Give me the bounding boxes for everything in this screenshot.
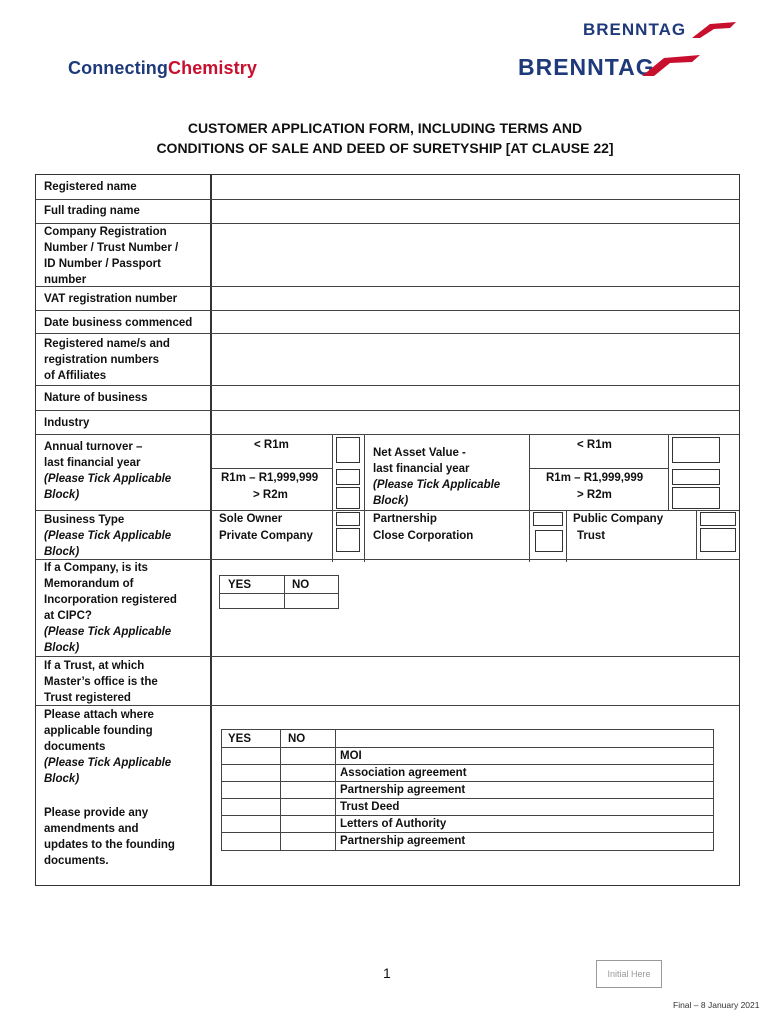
label-line: Trust registered (44, 692, 131, 704)
divider (332, 434, 333, 562)
label-line: Please provide any (44, 807, 149, 819)
label-line: last financial year (373, 463, 470, 475)
industry-field[interactable] (212, 411, 739, 434)
initial-here-box[interactable]: Initial Here (596, 960, 662, 988)
label-line: (Please Tick Applicable (44, 530, 172, 542)
label-line: Please attach where (44, 709, 154, 721)
label-company-registration (44, 224, 178, 288)
label-line: ID Number / Passport (44, 258, 161, 270)
divider (222, 832, 713, 833)
btype-private-company: Private Company (219, 530, 313, 542)
brenntag-logo-main: BRENNTAG (518, 54, 655, 80)
doc-trust-deed: Trust Deed (340, 801, 400, 813)
page-title (0, 118, 770, 158)
btype-trust: Trust (577, 530, 606, 542)
label-line: Number / Trust Number / (44, 242, 179, 254)
label-line: registration numbers (44, 354, 160, 366)
label-trust-master-office (44, 658, 158, 706)
label-line: Incorporation registered (44, 594, 177, 606)
moi-yes-no-grid (219, 575, 339, 609)
logo-swoosh-main-icon (640, 52, 702, 80)
brenntag-logo-small: BRENNTAG (583, 20, 687, 39)
label-full-trading-name: Full trading name (44, 205, 140, 217)
divider (529, 434, 530, 562)
doc-moi: MOI (340, 750, 362, 762)
btype-checkbox-private-company[interactable] (336, 528, 360, 552)
label-vat: VAT registration number (44, 293, 178, 305)
label-line: Block) (373, 495, 409, 507)
date-commenced-field[interactable] (212, 311, 739, 333)
divider (222, 815, 713, 816)
divider (222, 781, 713, 782)
label-line: Block) (44, 489, 80, 501)
label-line: (Please Tick Applicable (44, 626, 172, 638)
nature-of-business-field[interactable] (212, 386, 739, 410)
btype-partnership: Partnership (373, 513, 437, 525)
btype-public-company: Public Company (573, 513, 664, 525)
doc-letters-of-authority: Letters of Authority (340, 818, 447, 830)
docs-no-label: NO (288, 733, 306, 745)
label-line: Block) (44, 546, 80, 558)
label-line: at CIPC? (44, 610, 92, 622)
label-line: (Please Tick Applicable (44, 757, 172, 769)
btype-checkbox-close-corporation[interactable] (535, 530, 563, 552)
label-line: updates to the founding (44, 839, 175, 851)
label-line: Registered name/s and (44, 338, 170, 350)
label-attach-documents (44, 707, 171, 787)
nav-checkbox-over-2m[interactable] (672, 487, 720, 509)
label-line: If a Trust, at which (44, 660, 145, 672)
logo-swoosh-small-icon (690, 20, 738, 42)
turnover-checkbox-over-2m[interactable] (336, 487, 360, 509)
moi-yes-label: YES (228, 579, 252, 591)
label-moi-registered (44, 560, 177, 656)
documents-grid (221, 729, 714, 851)
btype-checkbox-partnership[interactable] (533, 512, 563, 526)
title-line-1: CUSTOMER APPLICATION FORM, INCLUDING TERMS AND (187, 120, 583, 136)
affiliates-field[interactable] (212, 334, 739, 385)
label-line: Annual turnover – (44, 441, 143, 453)
btype-sole-owner: Sole Owner (219, 513, 283, 525)
label-line: Net Asset Value - (373, 447, 466, 459)
company-registration-field[interactable] (212, 224, 739, 286)
divider (222, 798, 713, 799)
label-line: number (44, 274, 87, 286)
nav-checkbox-under-1m[interactable] (672, 437, 720, 463)
label-line: of Affiliates (44, 370, 107, 382)
label-line: Company Registration (44, 226, 167, 238)
label-line: Business Type (44, 514, 125, 526)
nav-option-over-2m: > R2m (577, 489, 612, 501)
label-industry: Industry (44, 417, 90, 429)
full-trading-name-field[interactable] (212, 200, 739, 223)
label-nature-of-business: Nature of business (44, 392, 148, 404)
label-line: amendments and (44, 823, 139, 835)
turnover-checkbox-1m-2m[interactable] (336, 469, 360, 485)
label-line: (Please Tick Applicable (44, 473, 172, 485)
moi-yes-checkbox[interactable] (220, 594, 284, 609)
tagline (68, 58, 257, 79)
tagline-chemistry: Chemistry (168, 58, 257, 78)
divider (212, 468, 332, 469)
application-form-table (35, 174, 740, 886)
docs-yes-label: YES (228, 733, 252, 745)
row-divider (36, 434, 739, 435)
nav-option-under-1m: < R1m (577, 439, 612, 451)
tagline-connecting: Connecting (68, 58, 168, 78)
btype-checkbox-trust[interactable] (700, 528, 736, 552)
trust-master-office-field[interactable] (212, 657, 739, 705)
label-amendments (44, 805, 175, 869)
label-line: documents. (44, 855, 109, 867)
label-line: Memorandum of (44, 578, 134, 590)
doc-partnership-agreement-2: Partnership agreement (340, 835, 466, 847)
turnover-option-under-1m: < R1m (254, 439, 289, 451)
divider (364, 434, 365, 562)
label-line: (Please Tick Applicable (373, 479, 501, 491)
vat-number-field[interactable] (212, 287, 739, 310)
btype-checkbox-sole-owner[interactable] (336, 512, 360, 526)
turnover-option-1m-2m: R1m – R1,999,999 (221, 472, 319, 484)
divider (696, 510, 697, 559)
label-line: documents (44, 741, 106, 753)
btype-close-corporation: Close Corporation (373, 530, 474, 542)
net-asset-value-label (373, 445, 500, 509)
registered-name-field[interactable] (212, 175, 739, 199)
label-line: Block) (44, 773, 80, 785)
turnover-option-over-2m: > R2m (253, 489, 288, 501)
label-registered-name: Registered name (44, 181, 137, 193)
divider (566, 510, 567, 562)
doc-partnership-agreement: Partnership agreement (340, 784, 466, 796)
btype-checkbox-public-company[interactable] (700, 512, 736, 526)
nav-checkbox-1m-2m[interactable] (672, 469, 720, 485)
label-annual-turnover (44, 439, 171, 503)
divider (222, 747, 713, 748)
label-date-commenced: Date business commenced (44, 317, 193, 329)
final-date: Final – 8 January 2021 (673, 1000, 760, 1010)
page-number: 1 (383, 965, 391, 981)
divider (222, 764, 713, 765)
divider (529, 468, 669, 469)
nav-option-1m-2m: R1m – R1,999,999 (546, 472, 644, 484)
label-business-type (44, 512, 171, 560)
divider (668, 434, 669, 510)
label-line: Block) (44, 642, 80, 654)
title-line-2: CONDITIONS OF SALE AND DEED OF SURETYSHIP [AT CLAUSE 22] (156, 140, 614, 156)
moi-no-label: NO (292, 579, 310, 591)
moi-no-checkbox[interactable] (285, 594, 338, 609)
doc-association-agreement: Association agreement (340, 767, 467, 779)
label-line: If a Company, is its (44, 562, 148, 574)
label-line: last financial year (44, 457, 141, 469)
label-affiliates (44, 336, 170, 384)
label-line: applicable founding (44, 725, 153, 737)
label-line: Master’s office is the (44, 676, 158, 688)
turnover-checkbox-under-1m[interactable] (336, 437, 360, 463)
